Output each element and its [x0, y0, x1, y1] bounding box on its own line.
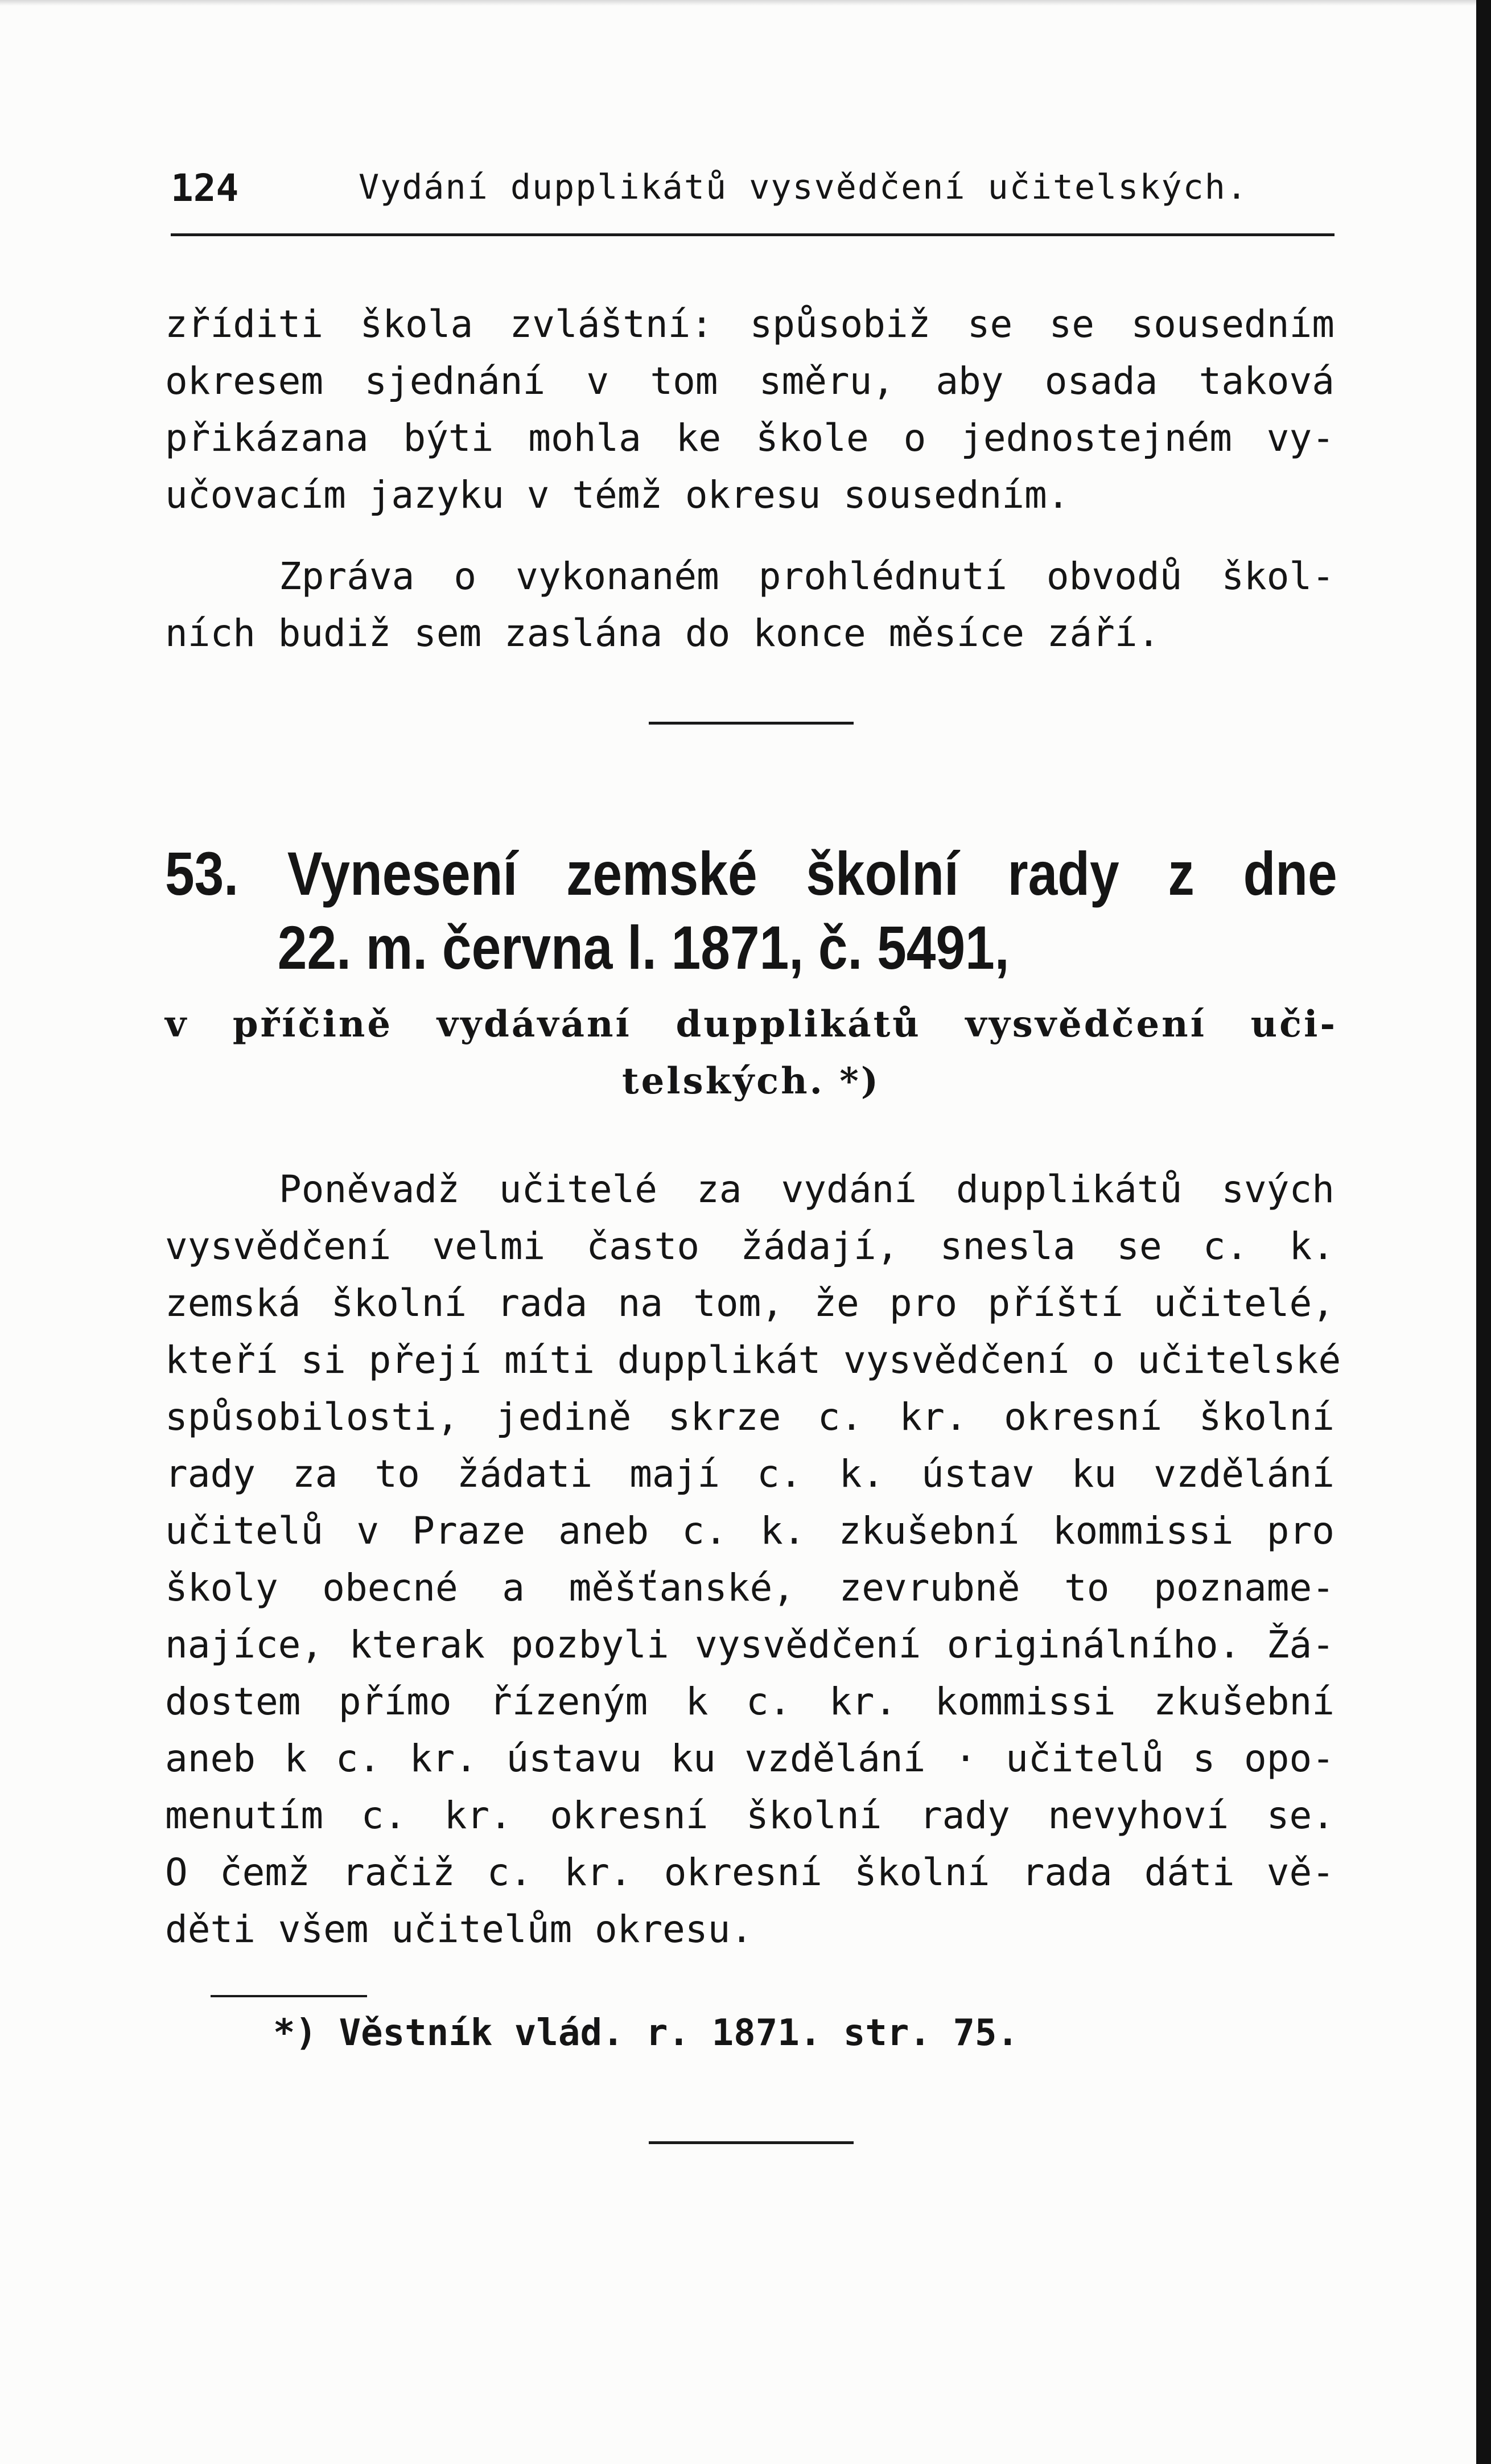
- paragraph-3-line: menutím c. kr. okresní školní rady nevyhoví se.: [165, 1794, 1335, 1837]
- page-number: 124: [171, 166, 239, 210]
- paragraph-3-line: zemská školní rada na tom, že pro příští učitelé,: [165, 1281, 1335, 1325]
- running-title: Vydání dupplikátů vysvědčení učitelských.: [359, 167, 1249, 207]
- paragraph-1: [165, 296, 1335, 524]
- subheading-line-1: v příčině vydávání dupplikátů vysvědčení uči-: [165, 1003, 1337, 1046]
- paragraph-2: [165, 548, 1335, 662]
- footnote-rule: [211, 1995, 367, 1997]
- paragraph-1-line: učovacím jazyku v témž okresu sousedním.: [165, 473, 1070, 517]
- paragraph-1-line: okresem sjednání v tom směru, aby osada taková: [165, 359, 1335, 403]
- paragraph-3-line: školy obecné a měšťanské, zevrubně to poznamе-: [165, 1566, 1335, 1610]
- page-header: [171, 166, 1337, 229]
- paragraph-3: [165, 1161, 1341, 1958]
- section-divider: [649, 722, 854, 725]
- paragraph-3-line: učitelů v Praze aneb c. k. zkušební kommissi pro: [165, 1509, 1335, 1553]
- section-heading: [165, 837, 1337, 985]
- scan-right-edge: [1476, 0, 1491, 2464]
- scan-top-edge: [0, 0, 1491, 6]
- paragraph-3-line: O čemž račiž c. kr. okresní školní rada dáti vě-: [165, 1850, 1335, 1894]
- paragraph-3-line: aneb k c. kr. ústavu ku vzdělání · učitelů s opo-: [165, 1737, 1335, 1780]
- end-divider: [649, 2141, 854, 2144]
- paragraph-3-line: kteří si přejí míti dupplikát vysvědčení o učitelské: [165, 1338, 1341, 1382]
- header-rule: [171, 233, 1335, 236]
- paragraph-3-line: spůsobilosti, jedině skrze c. kr. okresní školní: [165, 1395, 1335, 1439]
- section-subheading: [165, 996, 1337, 1110]
- paragraph-3-line: děti všem učitelům okresu.: [165, 1907, 753, 1951]
- footnote: *) Věstník vlád. r. 1871. str. 75.: [273, 2012, 1019, 2054]
- heading-line-2: 22. m. června l. 1871, č. 5491,: [277, 913, 1010, 982]
- paragraph-2-line: ních budiž sem zaslána do konce měsíce září.: [165, 611, 1160, 655]
- paragraph-3-line: najíce, kterak pozbyli vysvědčení originálního. Žá-: [165, 1623, 1335, 1667]
- paragraph-3-line: Poněvadž učitelé za vydání dupplikátů svých: [279, 1167, 1335, 1211]
- paragraph-3-line: rady za to žádati mají c. k. ústav ku vzdělání: [165, 1452, 1335, 1496]
- paragraph-1-line: zříditi škola zvláštní: spůsobiž se se sousedním: [165, 302, 1335, 346]
- paragraph-3-line: dostem přímo řízeným k c. kr. kommissi zkušební: [165, 1680, 1335, 1723]
- heading-line-1: 53. Vynesení zemské školní rady z dne: [165, 839, 1337, 908]
- paragraph-3-line: vysvědčení velmi často žádají, snesla se c. k.: [165, 1224, 1335, 1268]
- paragraph-1-line: přikázana býti mohla ke škole o jednostejném vy-: [165, 416, 1335, 460]
- paragraph-2-line: Zpráva o vykonaném prohlédnutí obvodů škol-: [279, 554, 1335, 598]
- subheading-line-2: telských. *): [622, 1060, 880, 1103]
